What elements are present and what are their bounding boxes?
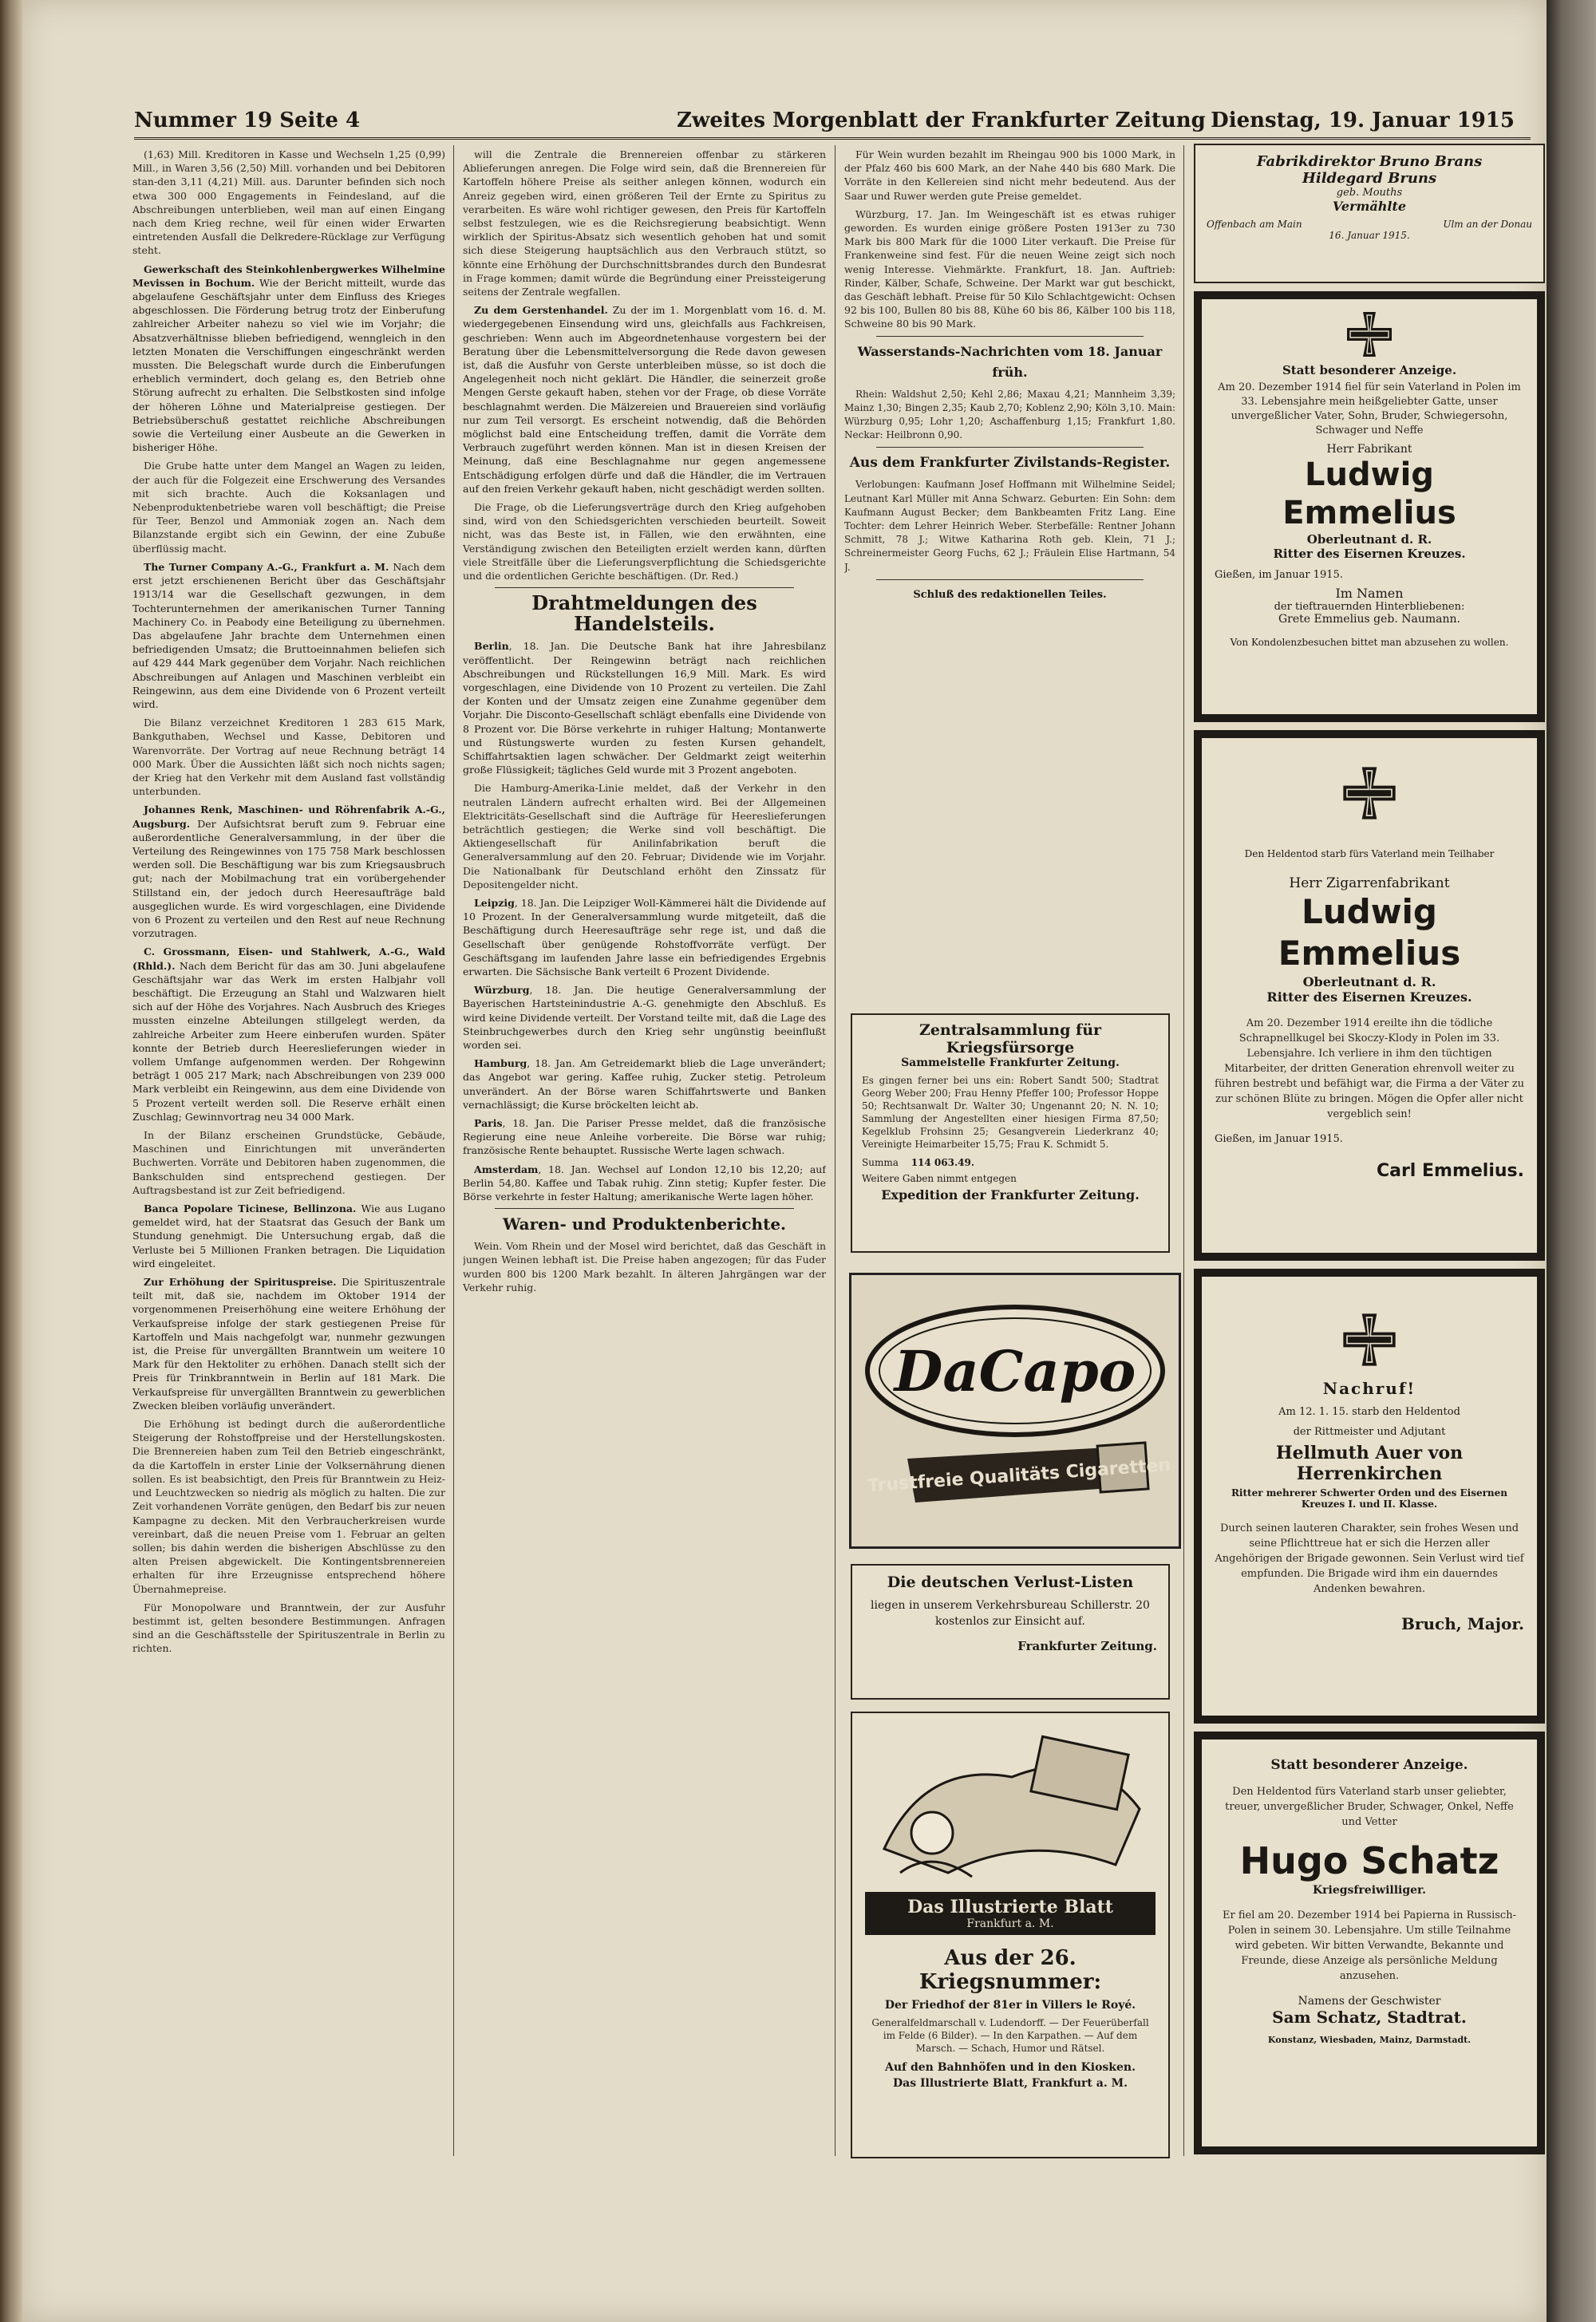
column-rule (453, 145, 454, 2156)
emmelius2-top: Den Heldentod starb fürs Vaterland mein Teilhaber (1244, 848, 1495, 859)
adjacent-page-edge (1547, 0, 1596, 2322)
heading-grossmann: C. Grossmann, Eisen- und Stahlwerk, A.-G., Wald (Rhld.). (132, 946, 445, 972)
auer-name: Hellmuth Auer von Herrenkirchen (1275, 1443, 1464, 1484)
section-title-waren: Waren- und Produktenberichte. (502, 1214, 787, 1234)
verlustlisten-box (851, 1564, 1170, 1700)
emmelius1-hinterbliebenen: der tieftrauernden Hinterbliebenen: (1274, 601, 1465, 613)
schluss-redaktion: Schluß des redaktionellen Teiles. (913, 588, 1107, 601)
auer-signer: Bruch, Major. (1401, 1614, 1524, 1633)
emmelius2-title: Herr Zigarrenfabrikant (1289, 875, 1450, 891)
zentralsammlung-title: Zentralsammlung für Kriegsfürsorge (918, 1021, 1102, 1056)
heading-gewerkschaft: Gewerkschaft des Steinkohlenbergwerkes Wilhelmine Mevissen in Bochum. (132, 263, 445, 289)
emmelius2-name: Ludwig Emmelius (1278, 892, 1461, 973)
column-rule (835, 145, 836, 2156)
summa-value: 114 063.49. (911, 1157, 975, 1168)
weitere-gaben: Weitere Gaben nimmt entgegen (862, 1173, 1017, 1184)
bahnhof-text: Auf den Bahnhöfen und in den Kiosken. (885, 2061, 1136, 2074)
illustrierte-blatt-advertisement: Das Illustrierte Blatt Frankfurt a. M. Aus der 26. Kriegsnummer: Der Friedhof der 81er in Villers le Royé. Generalfeldmarschall v. Ludendorff. — Der Feuerüberfall im Felde (6 Bilder). — In den Karpathen. — Auf dem Marsch. — Schach, Humor und Rätsel. Auf den Bahnhöfen und in den Kiosken. Das Illustrierte Blatt, Frankfurt a. M. (851, 1712, 1170, 2158)
newspaper-page (22, 0, 1547, 2322)
auer-line: Am 12. 1. 15. starb den Heldentod (1278, 1406, 1460, 1418)
brans-line4: Vermählte (1332, 199, 1407, 214)
emmelius-death-notice-family: Statt besonderer Anzeige. Am 20. Dezember 1914 fiel für sein Vaterland in Polen im 33. Lebensjahre mein heißgeliebter Gatte, unser unvergeßlicher Vater, Sohn, Bruder, Schwiegersohn, Schwager und Neffe Herr Fabrikant Ludwig Emmelius Oberleutnant d. R. Ritter des Eisernen Kreuzes. Gießen, im Januar 1915. Im Namen der tieftrauernden Hinterbliebenen: Grete Emmelius geb. Naumann. Von Kondolenzbesuchen bittet man abzusehen zu wollen. (1194, 291, 1545, 722)
emmelius1-honor: Ritter des Eisernen Kreuzes. (1273, 547, 1466, 561)
emmelius2-honor: Ritter des Eisernen Kreuzes. (1266, 989, 1472, 1005)
paper-title: Zweites Morgenblatt der Frankfurter Zeitung (677, 109, 1206, 132)
dispatch-wuerzburg: Würzburg (474, 984, 530, 997)
divider (876, 579, 1144, 580)
friedhof-headline: Der Friedhof der 81er in Villers le Royé. (884, 1999, 1136, 2012)
auer-orders: Ritter mehrerer Schwerter Orden und des Eisernen Kreuzes I. und II. Klasse. (1231, 1487, 1508, 1510)
dacapo-illustration (851, 1275, 1179, 1546)
dispatch-berlin: Berlin (474, 640, 509, 653)
dacapo-brand: DaCapo (894, 1338, 1136, 1404)
brans-wedding-notice (1194, 144, 1545, 283)
iron-cross-icon (1341, 1312, 1397, 1368)
brans-line2: Hildegard Bruns (1302, 170, 1437, 187)
schatz-name: Hugo Schatz (1239, 1839, 1499, 1882)
column-2: will die Zentrale die Brennereien offenbar zu stärkeren Ablieferungen anregen. Die Folge wird sein, daß die Brennereien für Kartoffeln höhere Preise als seither anlegen können, wodurch ein Anreiz gegeben wird, einen größeren Teil der Ernte zu Spiritus zu verarbeiten. Es wäre wohl richtiger gewesen, den Preis für Kartoffeln selbst festzulegen, wie es die Reichsregierung beabsichtigt. Wenn wirklich der Spiritus-Absatz sich wesentlich gehoben hat und somit sich diese Steigerung hauptsächlich aus den Verbrauch stützt, so könnte eine Erhöhung der Durchschnittsbrandes durch den Bundesrat in Frage kommen; damit würde die Begründung einer Preissteigerung seitens der Zentrale wegfallen. Zu dem Gerstenhandel. Zu der im 1. Morgenblatt vom 16. d. M. wiedergegebenen Einsendung wird uns, gleichfalls aus Fachkreisen, geschrieben: Wenn auch im Abgeordnetenhause vorgestern bei der Beratung über die Lebensmittelversorgung die Rede davon gewesen ist, daß die Ausfuhr von Gerste unterbleiben müsse, so ist doch die Angelegenheit noch nicht geklärt. Die Händler, die seinerzeit große Mengen Gerste gekauft haben, stehen vor der Frage, ob diese Vorräte beschlagnahmt werden. Die Mälzereien und Brauereien sind vorläufig nur zum Teil versorgt. Es erscheint notwendig, daß die Behörden möglichst bald eine Entscheidung treffen, damit die Vorräte dem Verbrauch zugeführt werden können. Man ist in diesen Kreisen der Meinung, daß eine Beschlagnahme nur gegen angemessene Entschädigung erfolgen dürfe und daß die Händler, die im Vertrauen auf den freien Verkehr gekauft haben, nicht geschädigt werden sollten. Die Frage, ob die Lieferungsverträge durch den Krieg aufgehoben sind, wird von den Schiedsgerichten verschieden beurteilt. Soweit nicht, was das Beste ist, in Fällen, wie den erwähnten, eine Verständigung zwischen den Beteiligten erzielt werden kann, dürften viele Streitfälle über die Lieferungsverpflichtung die Schiedsgerichte und die ordentlichen Gerichte beschäftigen. (Dr. Red.) Drahtmeldungen des Handelsteils. Berlin, 18. Jan. Die Deutsche Bank hat ihre Jahresbilanz veröffentlicht. Der Reingewinn beträgt nach reichlichen Abschreibungen und Rückstellungen 16,9 Mill. Mark. Es wird vorgeschlagen, eine Dividende von 10 Prozent zu verteilen. Die Zahl der Konten und der Umsatz zeigen eine Zunahme gegenüber dem Vorjahr. Die Disconto-Gesellschaft schlägt ebenfalls eine Dividende von 8 Prozent vor. Die Börse verkehrte in ruhiger Haltung; Montanwerte und Rüstungswerte wurden zu festen Kursen gehandelt, Schiffahrtsaktien lagen schwächer. Der Geldmarkt zeigt weiterhin große Flüssigkeit; tägliches Geld wurde mit 3 Prozent angeboten. Die Hamburg-Amerika-Linie meldet, daß der Verkehr in den neutralen Ländern aufrecht erhalten wird. Bei der Allgemeinen Elektricitäts-Gesellschaft sind die Aufträge für Heereslieferungen beträchtlich gestiegen; die Werke sind voll beschäftigt. Die Aktiengesellschaft für Anilinfabrikation beruft die Generalversammlung auf den 20. Februar; Dividende wie im Vorjahr. Die Nationalbank für Deutschland erhöht den Zinssatz für Depositengelder nicht. Leipzig, 18. Jan. Die Leipziger Woll-Kämmerei hält die Dividende auf 10 Prozent. In der Generalversammlung wurde mitgeteilt, daß die Beschäftigung durch Heeresaufträge sehr rege ist, und daß die Gesellschaft über genügende Rohstoffvorräte verfügt. Der Geschäftsgang im laufenden Jahre lasse ein befriedigendes Ergebnis erwarten. Die Sächsische Bank verteilt 6 Prozent Dividende. Würzburg, 18. Jan. Die heutige Generalversammlung der Bayerischen Hartsteinindustrie A.-G. genehmigte den Abschluß. Es wird keine Dividende verteilt. Der Vorstand teilte mit, daß die Lage des Steinbruchgewerbes durch den Krieg sehr ungünstig beeinflußt worden sei. Hamburg, 18. Jan. Am Getreidemarkt blieb die Lage unverändert; das Angebot war gering. Kaffee ruhig, Zucker stetig. Petroleum unverändert. An der Börse waren Schiffahrtswerte und Banken vernachlässigt; die Kurse bröckelten leicht ab. Paris, 18. Jan. Die Pariser Presse meldet, daß die französische Regierung eine neue Anleihe vorbereite. Die Börse war ruhig; französische Rente behauptet. Russische Werte lagen schwach. Amsterdam, 18. Jan. Wechsel auf London 12,10 bis 12,20; auf Berlin 54,80. Kaffee und Tabak ruhig. Zinn stetig; Kupfer fester. Die Börse verkehrte in fester Haltung; amerikanische Werte lagen höher. Waren- und Produktenberichte. Wein. Vom Rhein und der Mosel wird berichtet, daß das Geschäft in jungen Weinen lebhaft ist. Die Preise haben angezogen; für das Fuder wurden 800 bis 1200 Mark bezahlt. In älteren Jahrgängen war der Verkehr ruhig. (463, 148, 826, 1293)
emmelius1-im-namen: Im Namen (1335, 586, 1404, 601)
zentralsammlung-subtitle: Sammelstelle Frankfurter Zeitung. (901, 1056, 1120, 1069)
verlustlisten-title: Die deutschen Verlust-Listen (887, 1574, 1134, 1591)
divider (876, 447, 1144, 448)
schatz-top: Statt besonderer Anzeige. (1270, 1757, 1468, 1773)
zentralsammlung-box: Zentralsammlung für Kriegsfürsorge Sammelstelle Frankfurter Zeitung. Es gingen ferner bei uns ein: Robert Sandt 500; Stadtrat Georg Weber 200; Frau Henny Pfeffer 100; Professor Hoppe 50; Rechtsanwalt Dr. Walter 30; Ungenannt 20; N. N. 10; Sammlung der Angestellten einer hiesigen Firma 87,50; Kegelklub Frohsinn 25; Gesangverein Liederkranz 40; Vereinigte Heimarbeiter 15,75; Frau K. Schmidt 5. Summa 114 063.49. Weitere Gaben nimmt entgegen Expedition der Frankfurter Zeitung. (851, 1013, 1170, 1253)
emmelius1-footer: Von Kondolenzbesuchen bittet man abzusehen zu wollen. (1230, 637, 1509, 648)
dacapo-slogan: Trustfreie Qualitäts Cigaretten (867, 1455, 1171, 1497)
emmelius-death-notice-partner: Den Heldentod starb fürs Vaterland mein Teilhaber Herr Zigarrenfabrikant Ludwig Emmelius Oberleutnant d. R. Ritter des Eisernen Kreuzes. Am 20. Dezember 1914 ereilte ihn die tödliche Schrapnellkugel bei Skoczy-Klody in Polen im 33. Lebensjahre. Ich verliere in ihm den tüchtigen Mitarbeiter, der dritten Generation ehrenvoll weiter zu führen bestrebt und befähigt war, die Firma a der Väter zu zur schönen Blüte zu bringen. Mögen die Opfer aller nicht vergeblich sein! Gießen, im Januar 1915. Carl Emmelius. (1194, 730, 1545, 1261)
heading-gerste: Zu dem Gerstenhandel. (474, 304, 608, 317)
expedition-label: Expedition der Frankfurter Zeitung. (881, 1187, 1140, 1202)
illustrierte-address: Das Illustrierte Blatt, Frankfurt a. M. (893, 2077, 1128, 2090)
brans-place-right: Ulm an der Donau (1443, 219, 1532, 230)
brans-line3: geb. Mouths (1336, 187, 1403, 199)
dacapo-advertisement (849, 1273, 1181, 1549)
emmelius1-signer: Grete Emmelius geb. Naumann. (1278, 613, 1460, 626)
verlustlisten-sign: Frankfurter Zeitung. (1017, 1639, 1157, 1653)
divider (495, 587, 794, 588)
brans-place-left: Offenbach am Main (1207, 219, 1302, 230)
page-number: Nummer 19 Seite 4 (134, 109, 361, 132)
heading-spiritus: Zur Erhöhung der Spirituspreise. (144, 1276, 337, 1289)
dispatch-hamburg: Hamburg (474, 1057, 527, 1070)
emmelius2-place: Gießen, im Januar 1915. (1215, 1133, 1343, 1145)
page-header (134, 105, 1531, 140)
column-3: Für Wein wurden bezahlt im Rheingau 900 bis 1000 Mark, in der Pfalz 460 bis 600 Mark, an der Nahe 440 bis 680 Mark. Die Vorräte in den Kellereien sind nicht mehr bedeutend. Aus der Saar und Ruwer werden gute Preise gemeldet. Würzburg, 17. Jan. Im Weingeschäft ist es etwas ruhiger geworden. Es wurden einige größere Posten 1913er zu 730 Mark bis 800 Mark für die 1000 Liter verkauft. Die Preise für Frankenweine sind fest. Für die neuen Weine zeigt sich noch wenig Interesse. Viehmärkte. Frankfurt, 18. Jan. Auftrieb: Rinder, Kälber, Schafe, Schweine. Der Markt war gut beschickt, das Geschäft lebhaft. Preise für 50 Kilo Schlachtgewicht: Ochsen 92 bis 100, Bullen 80 bis 88, Kühe 60 bis 86, Kälber 100 bis 118, Schweine 80 bis 90 Mark. Wasserstands-Nachrichten vom 18. Januar früh. Rhein: Waldshut 2,50; Kehl 2,86; Maxau 4,21; Mannheim 3,39; Mainz 1,30; Bingen 2,35; Kaub 2,70; Koblenz 2,90; Köln 3,10. Main: Würzburg 0,95; Lohr 1,20; Aschaffenburg 1,15; Frankfurt 1,80. Neckar: Heilbronn 0,90. Aus dem Frankfurter Zivilstands-Register. Verlobungen: Kaufmann Josef Hoffmann mit Wilhelmine Seidel; Leutnant Karl Müller mit Anna Schwarz. Geburten: Ein Sohn: dem Kaufmann August Becker; dem Bankbeamten Fritz Lang. Eine Tochter: dem Lehrer Heinrich Weber. Sterbefälle: Rentner Johann Schmitt, 78 J.; Witwe Katharina Roth geb. Klein, 71 J.; Schreinermeister Georg Fuchs, 62 J.; Fräulein Elise Hartmann, 54 J. Schluß des redaktionellen Teiles. (844, 148, 1175, 2150)
emmelius1-rank: Oberleutnant d. R. (1306, 532, 1432, 547)
auer-top: Nachruf! (1322, 1379, 1416, 1398)
brans-date: 16. Januar 1915. (1329, 230, 1410, 241)
divider (495, 1208, 794, 1209)
brans-line1: Fabrikdirektor Bruno Brans (1256, 153, 1483, 170)
heading-wasserstand: Wasserstands-Nachrichten vom 18. Januar früh. (857, 343, 1163, 380)
schatz-signer: Sam Schatz, Stadtrat. (1272, 2008, 1467, 2027)
iron-cross-icon (1345, 310, 1393, 358)
schatz-sub: Kriegsfreiwilliger. (1312, 1884, 1427, 1897)
auer-death-notice: Nachruf! Am 12. 1. 15. starb den Heldentod der Rittmeister und Adjutant Hellmuth Auer von Herrenkirchen Ritter mehrerer Schwerter Orden und des Eisernen Kreuzes I. und II. Klasse. Durch seinen lauteren Charakter, sein frohes Wesen und seine Pflichttreue hat er sich die Herzen aller Angehörigen der Brigade gewonnen. Sein Verlust wird tief empfunden. Die Brigade wird ihm ein dauerndes Andenken bewahren. Bruch, Major. (1194, 1269, 1545, 1724)
dispatch-paris: Paris (474, 1117, 503, 1129)
dispatch-amsterdam: Amsterdam (474, 1163, 539, 1175)
divider (876, 336, 1144, 337)
schatz-places: Konstanz, Wiesbaden, Mainz, Darmstadt. (1267, 2035, 1472, 2045)
illustrierte-city: Frankfurt a. M. (966, 1917, 1054, 1930)
emmelius2-signer: Carl Emmelius. (1376, 1161, 1524, 1181)
column-rule (1183, 145, 1184, 2156)
heading-banca: Banca Popolare Ticinese, Bellinzona. (144, 1202, 357, 1215)
auer-role: der Rittmeister und Adjutant (1293, 1426, 1446, 1438)
verlustlisten-text: liegen in unserem Verkehrsbureau Schillerstr. 20 kostenlos zur Einsicht auf. (871, 1599, 1150, 1628)
emmelius1-place: Gießen, im Januar 1915. (1215, 569, 1343, 581)
illustration-drawing (852, 1713, 1168, 1889)
heading-zivilstand: Aus dem Frankfurter Zivilstands-Register. (849, 455, 1171, 472)
dispatch-leipzig: Leipzig (474, 896, 515, 909)
schatz-death-notice: Statt besonderer Anzeige. Den Heldentod fürs Vaterland starb unser geliebter, treuer, unvergeßlicher Bruder, Schwager, Onkel, Neffe und Vetter Hugo Schatz Kriegsfreiwilliger. Er fiel am 20. Dezember 1914 bei Papierna in Russisch-Polen in seinem 30. Lebensjahre. Um stille Teilnahme wird gebeten. Wir bitten Verwandte, Bekannte und Freunde, diese Anzeige als persönliche Meldung anzusehen. Namens der Geschwister Sam Schatz, Stadtrat. Konstanz, Wiesbaden, Mainz, Darmstadt. (1194, 1732, 1545, 2154)
schatz-namens: Namens der Geschwister (1298, 1995, 1441, 2008)
issue-date: Dienstag, 19. Januar 1915 (1211, 109, 1515, 132)
heading-turner: The Turner Company A.-G., Frankfurt a. M. (144, 560, 389, 573)
emmelius1-top: Statt besonderer Anzeige. (1282, 363, 1457, 377)
gerste-signature: (Dr. Red.) (689, 570, 739, 582)
kriegsnummer-title: Aus der 26. Kriegsnummer: (918, 1946, 1102, 1994)
summa-label: Summa (862, 1157, 899, 1168)
section-title-drahtmeldungen: Drahtmeldungen des Handelsteils. (531, 591, 757, 636)
emmelius1-name: Ludwig Emmelius (1282, 456, 1456, 531)
heading-renk: Johannes Renk, Maschinen- und Röhrenfabrik A.-G., Augsburg. (132, 804, 445, 830)
iron-cross-icon (1341, 765, 1397, 821)
emmelius2-rank: Oberleutnant d. R. (1302, 974, 1436, 989)
book-binding (0, 0, 22, 2322)
column-1: (1,63) Mill. Kreditoren in Kasse und Wechseln 1,25 (0,99) Mill., in Waren 3,56 (2,50) Mill. vorhanden und bei Debitoren stan-den 3,11 (4,21) Mill. aus. Darunter befinden sich noch etwa 300 000 Engagements in Feindesland, auf die Abschreibungen unterblieben, weil man auf einen Eingang nach dem Krieg rechne, weil für einen wider Erwarten eintretenden Ausfall die Delkredere-Rücklage zur Verfügung steht. Gewerkschaft des Steinkohlenbergwerkes Wilhelmine Mevissen in Bochum. Wie der Bericht mitteilt, wurde das abgelaufene Geschäftsjahr unter dem Einfluss des Krieges abgeschlossen. Die Förderung betrug trotz der Einberufung zahlreicher Arbeiter nahezu so viel wie im Vorjahr; die Absatzverhältnisse blieben befriedigend, wenngleich in den letzten Monaten die Verschiffungen eingeschränkt werden mussten. Die Belegschaft wurde durch die Einberufungen erheblich vermindert, doch gelang es, den Betrieb ohne Störung aufrecht zu erhalten. Die Selbstkosten sind infolge der höheren Löhne und Materialpreise gestiegen. Der Betriebsüberschuß gestattet reichliche Abschreibungen sowie die Verteilung einer Ausbeute an die Gewerken in bisheriger Höhe. Die Grube hatte unter dem Mangel an Wagen zu leiden, der auch für die Folgezeit eine Erschwerung des Versandes mit sich brachte. Auch die Koksanlagen und Nebenproduktenbetriebe waren voll beschäftigt; die Preise für Teer, Benzol und Ammoniak zogen an. Nach dem Bilanzstande ergibt sich ein Gewinn, der eine Zubuße überflüssig macht. The Turner Company A.-G., Frankfurt a. M. Nach dem erst jetzt erschienenen Bericht über das Geschäftsjahr 1913/14 war die Gesellschaft gezwungen, in dem Tochterunternehmen der amerikanischen Turner Tanning Machinery Co. in Peabody eine Beteiligung zu übernehmen. Das abgelaufene Jahr brachte dem Unternehmen einen befriedigenden Umsatz; die Bruttoeinnahmen beliefen sich auf 429 444 Mark gegenüber dem Vorjahr. Nach reichlichen Abschreibungen auf Anlagen und Maschinen verbleibt ein Reingewinn, aus dem eine Dividende von 6 Prozent verteilt wird. Die Bilanz verzeichnet Kreditoren 1 283 615 Mark, Bankguthaben, Wechsel und Kasse, Debitoren und Warenvorräte. Der Vortrag auf neue Rechnung beträgt 14 000 Mark. Über die Aussichten läßt sich noch nichts sagen; der Krieg hat den Verkehr mit dem Ausland fast vollständig unterbunden. Johannes Renk, Maschinen- und Röhrenfabrik A.-G., Augsburg. Der Aufsichtsrat beruft zum 9. Februar eine außerordentliche Generalversammlung, in der über die Verteilung des Reingewinnes von 175 758 Mark beschlossen werden soll. Die Beschäftigung war bis zum Kriegsausbruch gut; nach der Mobilmachung trat ein vorübergehender Stillstand ein, der jedoch durch Heeresaufträge bald ausgeglichen wurde. Es wird vorgeschlagen, eine Dividende von 6 Prozent zu verteilen und den Rest auf neue Rechnung vorzutragen. C. Grossmann, Eisen- und Stahlwerk, A.-G., Wald (Rhld.). Nach dem Bericht für das am 30. Juni abgelaufene Geschäftsjahr war das Werk im ersten Halbjahr voll beschäftigt. Die Erzeugung an Stahl und Walzwaren hielt sich auf der Höhe des Vorjahres. Nach Ausbruch des Krieges mussten einzelne Abteilungen stillgelegt werden, da zahlreiche Arbeiter zum Heere einberufen wurden. Später konnte der Betrieb durch Heereslieferungen wieder in vollem Umfange aufgenommen werden. Der Rohgewinn beträgt 1 005 217 Mark; nach Abschreibungen von 239 000 Mark verbleibt ein Reingewinn, aus dem eine Dividende von 5 Prozent verteilt werden soll. Die Reserve erhält einen Zuschlag; Gewinnvortrag neu 34 000 Mark. In der Bilanz erscheinen Grundstücke, Gebäude, Maschinen und Einrichtungen mit unveränderten Buchwerten. Vorräte und Debitoren haben zugenommen, die Bankschulden sind entsprechend gestiegen. Der Auftragsbestand ist zur Zeit befriedigend. Banca Popolare Ticinese, Bellinzona. Wie aus Lugano gemeldet wird, hat der Staatsrat das Gesuch der Bank um Stundung genehmigt. Die Untersuchung ergab, daß die Verluste bei 5 Millionen Franken betragen. Die Liquidation wird eingeleitet. Zur Erhöhung der Spirituspreise. Die Spirituszentrale teilt mit, daß sie, nachdem im Oktober 1914 der vorgenommenen Preiserhöhung eine weitere Erhöhung der Verkaufspreise infolge der stark gestiegenen Preise für Kartoffeln und Mais nachgefolgt war, nunmehr gezwungen ist, die Preise für unvergällten Branntwein um weitere 10 Mark für den Hektoliter zu erhöhen. Danach stellt sich der Preis für Trinkbranntwein in Berlin auf 181 Mark. Die Verkaufspreise für unvergällten Branntwein zu gewerblichen Zwecken bleiben vorläufig unverändert. Die Erhöhung ist bedingt durch die außerordentliche Steigerung der Rohstoffpreise und der Herstellungskosten. Die Brennereien haben zum Teil den Betrieb eingeschränkt, da die Kartoffeln in erster Linie der Volksernährung dienen sollen. Es ist beabsichtigt, den Preis für Branntwein zu Heiz- und Leuchtzwecken so niedrig als möglich zu halten. Die zur Zeit vorhandenen Vorräte genügen, den Bedarf bis zur neuen Kampagne zu decken. Mit den Verbraucherkreisen wurde vereinbart, daß die neuen Preise vom 1. Februar an gelten sollen; bis dahin werden die bisherigen Abschlüsse zu den alten Preisen abgewickelt. Die Kontingentsbrennereien erhalten für ihre Erzeugnisse entsprechend höhere Übernahmepreise. Für Monopolware und Branntwein, der zur Ausfuhr bestimmt ist, gelten besondere Bestimmungen. Anfragen sind an die Geschäftsstelle der Spirituszentrale in Berlin zu richten. (132, 148, 445, 1655)
illustrierte-title: Das Illustrierte Blatt (907, 1897, 1113, 1917)
